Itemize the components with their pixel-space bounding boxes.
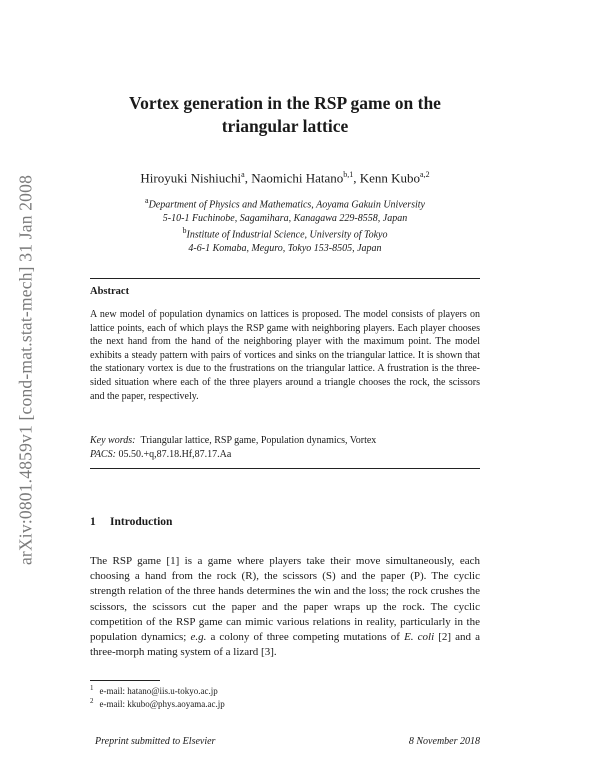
abstract-text: A new model of population dynamics on lattices is proposed. The model consists of players on lattice points, each of which plays the RSP game with neighboring players. Each player chooses the next hand from the hand of the neighboring player with the maximum point. The model exhibits a steady pattern with pairs of vortices and sinks on the triangular lattice. It is shown that the stationary vortex is due to the frustrations on the triangular lattice. A frustration is the three-sided situation where each of the three players around a triangle chooses the rock, the scissors and the paper, respectively. (90, 309, 480, 402)
footnote-1 (90, 684, 218, 696)
author-1-affil: a (241, 170, 245, 179)
author-2-affil: b,1 (343, 170, 354, 179)
pacs (90, 448, 480, 462)
affiliation-b-line2: 4-6-1 Komaba, Meguro, Tokyo 153-8505, Japan (188, 242, 382, 254)
keywords-value: Triangular lattice, RSP game, Population dynamics, Vortex (140, 435, 377, 446)
footer-date: 8 November 2018 (408, 736, 480, 747)
introduction-paragraph: The RSP game [1] is a game where players take their move simultaneously, each choosing a hand from the rock (R), the scissors (S) and the paper (P). The cyclic strength relation of the three hands determines the win and the loss; the rock crushes the scissors, the scissors cut the paper and the paper wraps up the rock. The cyclic competition of the RSP game can mimic various relations in reality, particularly in the population dynamics; e.g. a colony of three competing mutations of E. coli [2] and a three-morph mating system of a lizard [3]. (90, 555, 481, 659)
affiliation-a-mark: a (145, 196, 149, 205)
author-1: Hiroyuki Nishiuchi (140, 170, 242, 186)
author-3: Kenn Kubo (359, 170, 421, 186)
affiliation-a-line1: Department of Physics and Mathematics, Aoyama Gakuin University (148, 199, 425, 211)
abstract-bottom-rule (90, 468, 480, 469)
abstract-top-rule (90, 278, 480, 279)
author-list: Hiroyuki Nishiuchi$^a$, Naomichi Hatano$^{b,1}$, Kenn Kubo$^{a,2}$ (140, 170, 430, 186)
section-title: Introduction (110, 516, 173, 528)
pacs-label: PACS: (90, 449, 116, 460)
affiliation-b (90, 224, 480, 255)
arxiv-identifier: arXiv:0801.4859v1 [cond-mat.stat-mech] 31 Jan 2008 (15, 174, 36, 566)
affiliation-a (90, 194, 480, 225)
arxiv-sidebar (6, 150, 46, 590)
keywords (90, 434, 480, 448)
footnote-1-text: e-mail: hatano@iis.u-tokyo.ac.jp (99, 686, 218, 696)
keywords-label: Key words: (90, 435, 136, 446)
affiliation-b-line1: Institute of Industrial Science, University of Tokyo (186, 229, 388, 241)
footnote-2 (90, 697, 225, 709)
author-2: Naomichi Hatano (251, 170, 344, 186)
footnote-rule (90, 680, 160, 681)
pacs-value: 05.50.+q,87.18.Hf,87.17.Aa (118, 449, 232, 460)
affiliation-a-line2: 5-10-1 Fuchinobe, Sagamihara, Kanagawa 229-8558, Japan (162, 212, 408, 224)
abstract-heading: Abstract (90, 286, 130, 297)
citation-1[interactable]: 1 (170, 555, 176, 567)
section-number: 1 (90, 516, 96, 528)
paper-title (90, 92, 480, 138)
affiliation-b-mark: b (182, 226, 187, 235)
title-line-1: Vortex generation in the RSP game on the (129, 93, 441, 113)
section-heading (90, 516, 172, 528)
footnote-2-text: e-mail: kkubo@phys.aoyama.ac.jp (99, 699, 225, 709)
title-line-2: triangular lattice (221, 116, 349, 136)
footnote-1-mark: 1 (90, 684, 94, 692)
footer-preprint: Preprint submitted to Elsevier (95, 736, 216, 747)
author-3-affil: a,2 (420, 170, 430, 179)
footnote-2-mark: 2 (90, 697, 94, 705)
